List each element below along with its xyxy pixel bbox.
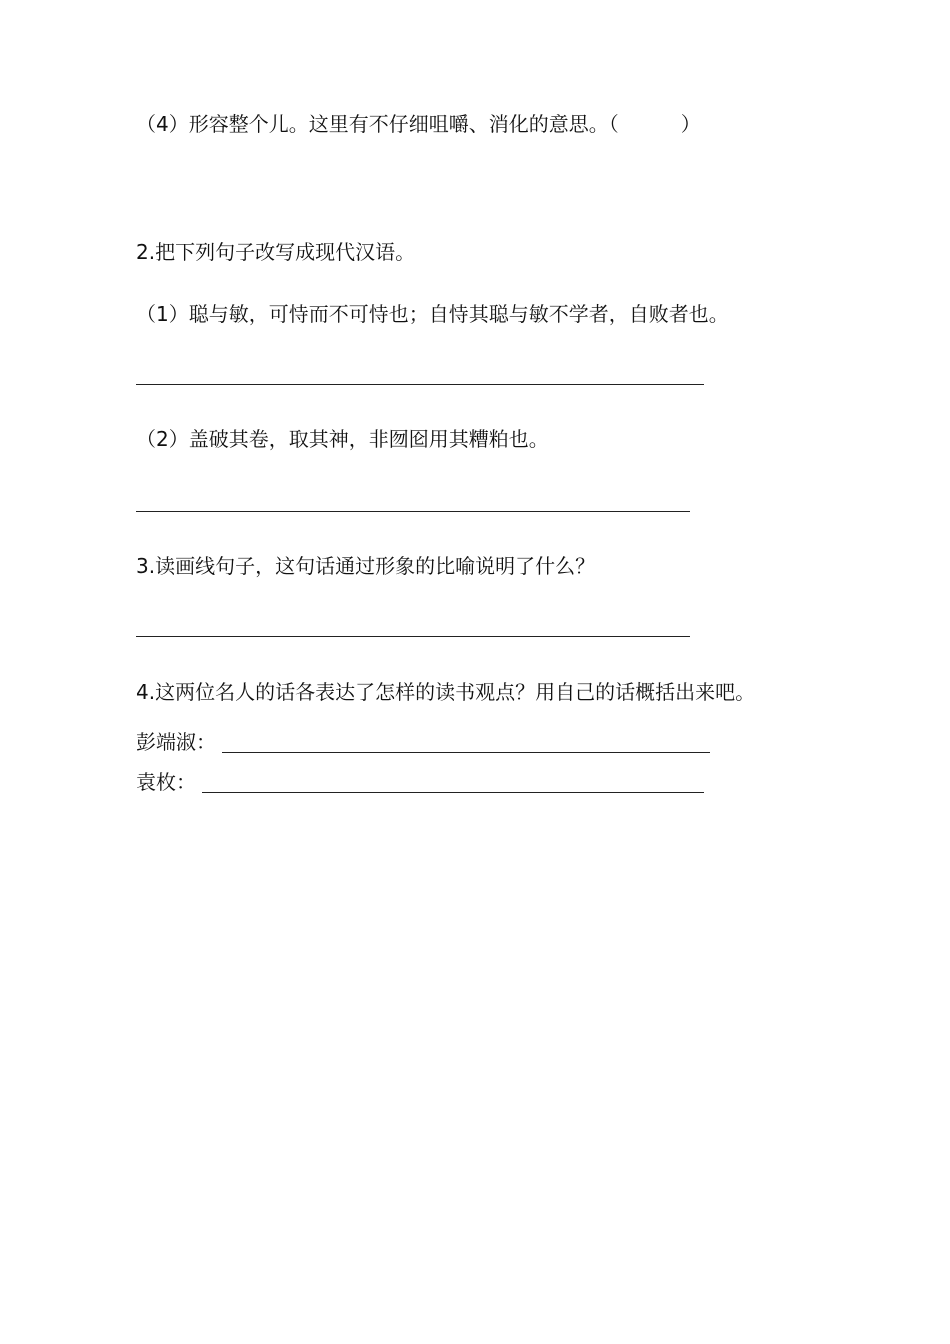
q4-answer-row-a bbox=[136, 728, 710, 756]
q4-answer-row-b bbox=[136, 768, 704, 796]
q1-item4 bbox=[136, 110, 701, 138]
q3-prompt: 3.读画线句子，这句话通过形象的比喻说明了什么？ bbox=[136, 554, 596, 578]
q3-answer-line[interactable] bbox=[136, 636, 690, 637]
q2-item1-answer-line[interactable] bbox=[136, 384, 704, 385]
q4-answer-line-peng[interactable] bbox=[222, 732, 710, 753]
q2-prompt: 2.把下列句子改写成现代汉语。 bbox=[136, 240, 416, 264]
q1-item4-text: （4）形容整个儿。这里有不仔细咀嚼、消化的意思。（ bbox=[136, 112, 619, 136]
q4-label-yuan: 袁枚： bbox=[136, 770, 196, 794]
q4-label-peng: 彭端淑： bbox=[136, 730, 216, 754]
q4-prompt: 4.这两位名人的话各表达了怎样的读书观点？用自己的话概括出来吧。 bbox=[136, 680, 756, 704]
q4-answer-line-yuan[interactable] bbox=[202, 772, 704, 793]
q1-item4-close-paren: ） bbox=[680, 112, 701, 136]
q2-item1: （1）聪与敏，可恃而不可恃也；自恃其聪与敏不学者，自败者也。 bbox=[136, 302, 729, 326]
q2-item2: （2）盖破其卷，取其神，非囫囵用其糟粕也。 bbox=[136, 427, 549, 451]
q2-item2-answer-line[interactable] bbox=[136, 511, 690, 512]
